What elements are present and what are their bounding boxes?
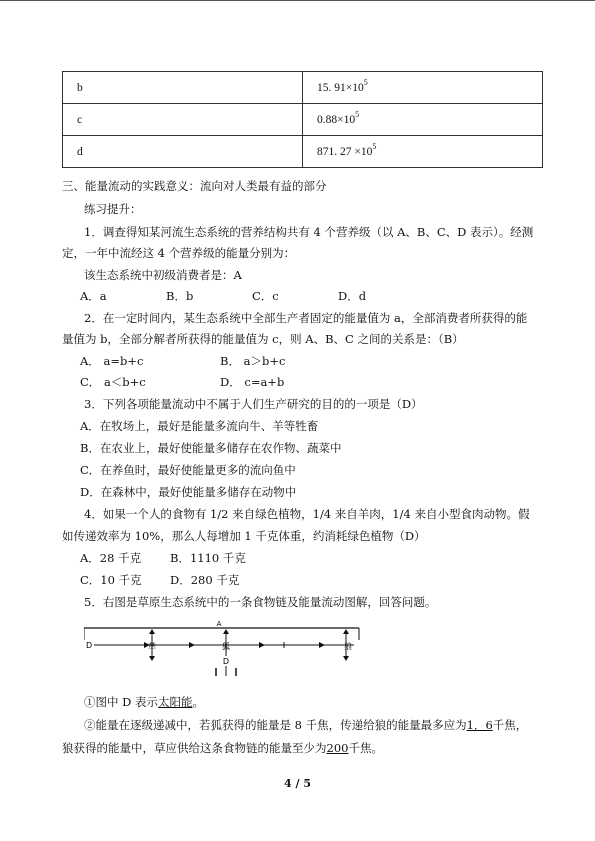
table-row	[63, 136, 543, 168]
q2-option-b: B． a＞b+c	[220, 354, 286, 368]
q1-line1: 1．调查得知某河流生态系统的营养结构共有 4 个营养级（以 A、B、C、D 表示）。经测	[84, 225, 534, 239]
q5-line1: 5．右图是草原生态系统中的一条食物链及能量流动图解，回答问题。	[84, 595, 437, 609]
diagram-left-label: D	[86, 641, 93, 650]
q3-option-c: C．在养鱼时，最好使能量更多的流向鱼中	[80, 463, 296, 477]
diagram-grass-label: 草	[148, 642, 156, 651]
q1-option-a: A．a	[80, 289, 107, 303]
practice-heading: 练习提升：	[84, 202, 142, 216]
q1-option-d: D．d	[338, 289, 367, 303]
q5-sub2-answer2: 200	[326, 741, 349, 755]
row-label: b	[63, 72, 303, 104]
q2-option-d: D． c=a+b	[220, 375, 285, 389]
q4-option-a: A．28 千克	[80, 551, 142, 565]
section-heading: 三、能量流动的实践意义：流向对人类最有益的部分	[62, 179, 327, 193]
q3-option-b: B．在农业上，最好使能量多储存在农作物、蔬菜中	[80, 441, 342, 455]
diagram-bottom-label: D	[222, 657, 230, 666]
q2-line1: 2．在一定时间内，某生态系统中全部生产者固定的能量值为 a，全部消费者所获得的能	[84, 311, 528, 325]
row-label: c	[63, 104, 303, 136]
q5-sub1-answer: 太阳能	[158, 695, 193, 709]
q1-line2: 定，一年中流经这 4 个营养级的能量分别为：	[62, 246, 296, 260]
q1-option-b: B．b	[166, 289, 194, 303]
diagram-fox-label: 狐	[222, 642, 230, 651]
q3-option-a: A．在牧场上，最好是能量多流向牛、羊等牲畜	[80, 419, 319, 433]
q4-option-c: C．10 千克	[80, 573, 142, 587]
q4-line2: 如传递效率为 10%，那么人每增加 1 千克体重，约消耗绿色植物（D）	[62, 529, 426, 543]
diagram-top-label: A	[216, 620, 222, 628]
q2-line2: 量值为 b，全部分解者所获得的能量值为 c，则 A、B、C 之间的关系是：（B）	[62, 332, 464, 346]
q4-option-d: D．280 千克	[170, 573, 240, 587]
q5-sub2-line1: ②能量在逐级递减中，若狐获得的能量是 8 千焦，传递给狼的能量最多应为1．6千焦，	[84, 718, 528, 732]
row-value: 871. $27 \times 10^5$	[303, 136, 543, 168]
table-row	[63, 72, 543, 104]
q3-line1: 3．下列各项能量流动中不属于人们生产研究的目的的一项是（D）	[84, 397, 423, 411]
q5-sub1: ①图中 D 表示太阳能。	[84, 695, 205, 709]
q4-line1: 4．如果一个人的食物有 1/2 来自绿色植物，1/4 来自羊肉，1/4 来自小型食肉动物。假	[84, 507, 530, 521]
row-label: d	[63, 136, 303, 168]
energy-flow-diagram	[84, 618, 369, 680]
q3-option-d: D．在森林中，最好使能量多储存在动物中	[80, 485, 297, 499]
q2-option-a: A． a=b+c	[80, 354, 144, 368]
row-value: 15. $91\times 10^5$	[303, 72, 543, 104]
page-number: 4 / 5	[284, 777, 311, 790]
top-rule	[0, 0, 595, 1]
q1-line3: 该生态系统中初级消费者是：A	[84, 268, 242, 282]
q2-option-c: C． a＜b+c	[80, 375, 146, 389]
q5-sub2-answer1: 1．6	[466, 718, 493, 732]
q4-option-b: B．1110 千克	[170, 551, 246, 565]
q1-option-c: C．c	[252, 289, 279, 303]
row-value: $0.88\times 10^5$	[303, 104, 543, 136]
table-row	[63, 104, 543, 136]
energy-table	[62, 71, 543, 168]
q5-sub2-line2: 狼获得的能量中，草应供给这条食物链的能量至少为200千焦。	[62, 741, 383, 755]
diagram-wolf-label: 狼	[344, 642, 352, 651]
